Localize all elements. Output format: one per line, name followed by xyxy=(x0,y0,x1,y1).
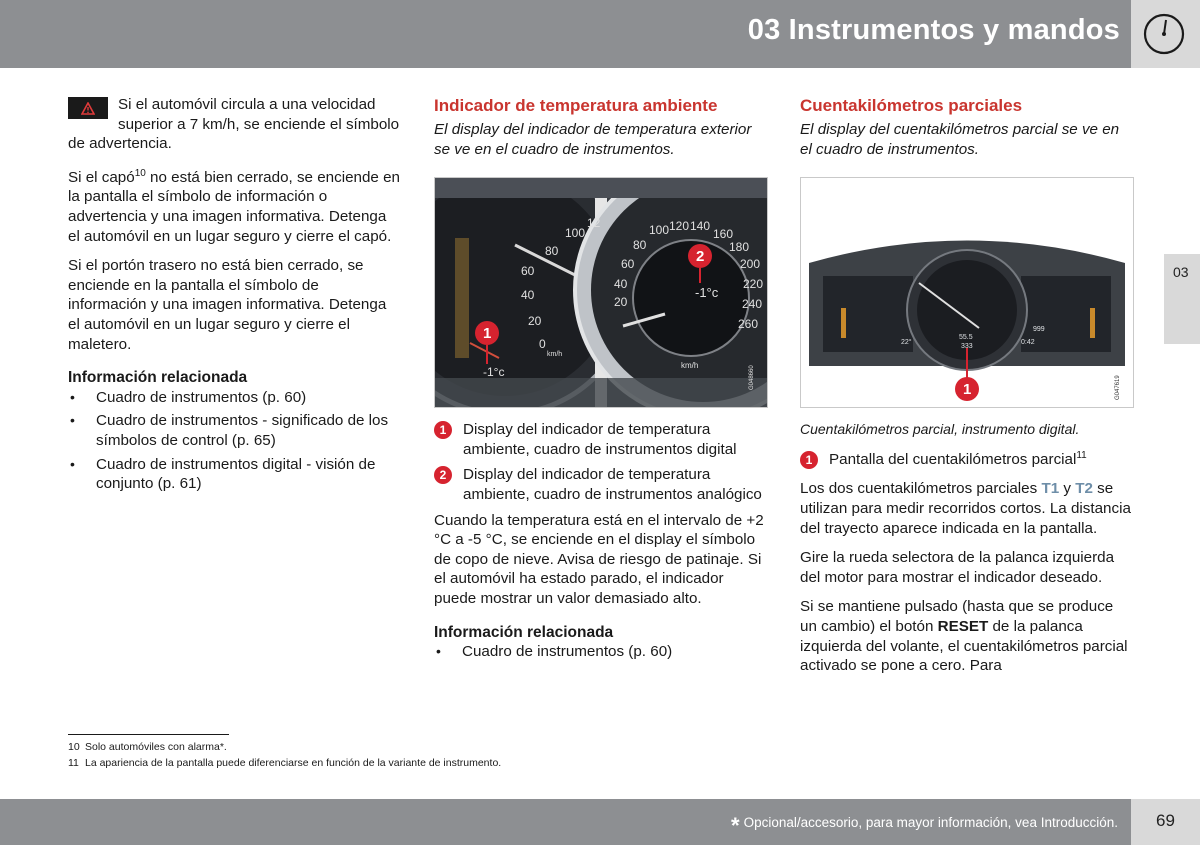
outside-temp-digital: -1°c xyxy=(483,365,505,380)
section-title-trip-meters: Cuentakilómetros parciales xyxy=(800,96,1023,115)
callout-item xyxy=(434,465,766,504)
tick-label-left: 100 xyxy=(565,226,586,241)
cluster-readout-center-top: 55.5 xyxy=(959,334,973,342)
tick-label-right: 220 xyxy=(743,277,764,292)
tick-label-left: 20 xyxy=(528,314,542,329)
tick-label-right: 40 xyxy=(614,277,628,292)
asterisk-mark: * xyxy=(731,813,740,838)
tick-label-right: 240 xyxy=(742,297,763,312)
tick-label-left: 60 xyxy=(521,264,535,279)
tick-label-right: 20 xyxy=(614,295,628,310)
figure-badge-2: 2 xyxy=(696,248,705,266)
t1-label: T1 xyxy=(1041,480,1060,498)
optional-accessory-note xyxy=(731,813,1118,839)
footnote xyxy=(68,755,768,771)
related-info-heading: Información relacionada xyxy=(434,623,614,641)
trip-text-a: Los dos cuentakilómetros parciales xyxy=(800,480,1042,498)
footnote-text: La apariencia de la pantalla puede diferenciarse en función de la variante de instrumento. xyxy=(85,757,502,769)
related-info-list xyxy=(434,642,766,662)
t2-label: T2 xyxy=(1075,480,1093,498)
cluster-readout-center-bottom: 333 xyxy=(961,343,973,351)
callout-text: Display del indicador de temperatura ambiente, cuadro de instrumentos digital xyxy=(463,421,737,458)
footnote-text: Solo automóviles con alarma*. xyxy=(85,741,227,753)
chapter-side-tab[interactable] xyxy=(1164,254,1200,344)
tick-label-right: 160 xyxy=(713,227,734,242)
callout-item xyxy=(434,420,766,459)
hood-text-b: no está bien cerrado, se enciende en la pantalla el símbolo de información o advertencia y una imagen informativa. Detenga el automóvil en un lugar seguro y cierre el capó. xyxy=(68,168,400,245)
tick-label-left: 12 xyxy=(587,216,601,231)
trip-text-y: y xyxy=(1059,480,1076,498)
tick-label-left: 80 xyxy=(545,244,559,259)
speedometer-gauge-icon xyxy=(1131,0,1200,68)
footnote-ref-11[interactable]: 11 xyxy=(1076,449,1087,461)
column-2 xyxy=(434,95,766,666)
reset-text-b: de la palanca izquierda del volante, el cuentakilómetros parcial activado se pone a cero. Para xyxy=(800,617,1128,675)
footnote xyxy=(68,739,768,755)
temperature-body-paragraph: Cuando la temperatura está en el intervalo de +2 °C a -5 °C, se enciende en el display el símbolo de copo de nieve. Avisa de riesgo de patinaje. Si el automóvil ha estado parado, el indicador puede mostrar un valor demasiado alto. xyxy=(434,511,764,607)
unit-label-left: km/h xyxy=(547,351,563,359)
footnote-number: 11 xyxy=(68,757,79,769)
reset-text-a: Si se mantiene pulsado (hasta que se produce un cambio) el botón xyxy=(800,598,1114,635)
section-title-temperature: Indicador de temperatura ambiente xyxy=(434,96,718,115)
warning-text: Si el automóvil circula a una velocidad superior a 7 km/h, se enciende el símbolo de advertencia. xyxy=(68,96,400,153)
tailgate-paragraph: Si el portón trasero no está bien cerrado, se enciende en la pantalla el símbolo de información y una imagen informativa. Detenga el automóvil en un lugar seguro y cierre el maletero. xyxy=(68,257,387,353)
selector-paragraph: Gire la rueda selectora de la palanca izquierda del motor para mostrar el indicador deseado. xyxy=(800,549,1115,586)
footnote-ref-10[interactable]: 10 xyxy=(134,167,146,179)
tick-label-right: 100 xyxy=(649,223,670,238)
cluster-readout-left: 22° xyxy=(901,339,912,347)
tick-label-left: 40 xyxy=(521,288,535,303)
callout-text: Display del indicador de temperatura ambiente, cuadro de instrumentos analógico xyxy=(463,466,762,503)
figure-code: G048660 xyxy=(749,365,755,391)
footnote-rule xyxy=(68,734,229,735)
tick-label-right: 180 xyxy=(729,240,750,255)
chapter-icon-box xyxy=(1131,0,1200,68)
related-link[interactable]: • Cuadro de instrumentos digital - visión de conjunto (p. 61) xyxy=(68,455,400,494)
side-tab-label: 03 xyxy=(1173,264,1189,280)
tick-label-right: 200 xyxy=(740,257,761,272)
related-info-heading: Información relacionada xyxy=(68,369,248,387)
warning-symbol-box xyxy=(68,97,108,119)
section-intro: El display del cuentakilómetros parcial se ve en el cuadro de instrumentos. xyxy=(800,121,1120,158)
callout-item xyxy=(800,450,1132,470)
footer-note-text: Opcional/accesorio, para mayor información, vea Introducción. xyxy=(743,815,1118,830)
related-link[interactable]: • Cuadro de instrumentos - significado de los símbolos de control (p. 65) xyxy=(68,411,400,450)
tick-label-left: 0 xyxy=(539,337,546,352)
cluster-readout-trip: 999 xyxy=(1033,326,1045,334)
tick-label-right: 120 xyxy=(669,219,690,234)
footnote-number: 10 xyxy=(68,741,80,753)
related-info-list xyxy=(68,388,400,494)
figure-code: G047619 xyxy=(1115,375,1121,401)
tick-label-right: 80 xyxy=(633,238,647,253)
warning-paragraph xyxy=(68,95,400,154)
trip-meters-paragraph xyxy=(800,479,1132,538)
column-1 xyxy=(68,95,400,498)
related-link[interactable]: • Cuadro de instrumentos (p. 60) xyxy=(434,642,766,662)
column-3 xyxy=(800,95,1132,686)
cluster-readout-right: 0:42 xyxy=(1021,339,1035,347)
reset-paragraph xyxy=(800,597,1132,675)
callout-badge: 2 xyxy=(434,466,452,484)
trip-text-b: se utilizan para medir recorridos cortos. La distancia del trayecto aparece indicada en la pantalla. xyxy=(800,480,1131,537)
callout-list xyxy=(434,420,766,504)
section-intro: El display del indicador de temperatura exterior se ve en el cuadro de instrumentos. xyxy=(434,121,752,158)
page-footer xyxy=(0,799,1200,845)
hood-paragraph xyxy=(68,168,400,246)
chapter-title: 03 Instrumentos y mandos xyxy=(747,14,1120,46)
digital-cluster-illustration xyxy=(801,178,1133,407)
trip-meter-figure xyxy=(800,177,1134,408)
related-link[interactable]: • Cuadro de instrumentos (p. 60) xyxy=(68,388,400,408)
tick-label-right: 140 xyxy=(690,219,711,234)
temperature-instrument-figure xyxy=(434,177,768,408)
warning-triangle-icon xyxy=(81,102,95,115)
instrument-cluster-photo xyxy=(435,178,767,407)
callout-badge: 1 xyxy=(800,451,818,469)
tick-label-right: 60 xyxy=(621,257,635,272)
page-header xyxy=(0,0,1200,68)
callout-text: Pantalla del cuentakilómetros parcial xyxy=(829,450,1077,468)
footnotes xyxy=(68,734,768,771)
page-number: 69 xyxy=(1131,799,1200,845)
hood-text-a: Si el capó xyxy=(68,168,135,186)
callout-badge: 1 xyxy=(434,421,452,439)
tick-label-right: 260 xyxy=(738,317,759,332)
reset-button-label: RESET xyxy=(937,617,989,635)
unit-label-right: km/h xyxy=(681,361,699,371)
figure-badge-1: 1 xyxy=(483,325,492,343)
outside-temp-analog: -1°c xyxy=(695,285,719,301)
figure-badge-1: 1 xyxy=(963,381,972,399)
figure-caption: Cuentakilómetros parcial, instrumento digital. xyxy=(800,421,1080,438)
